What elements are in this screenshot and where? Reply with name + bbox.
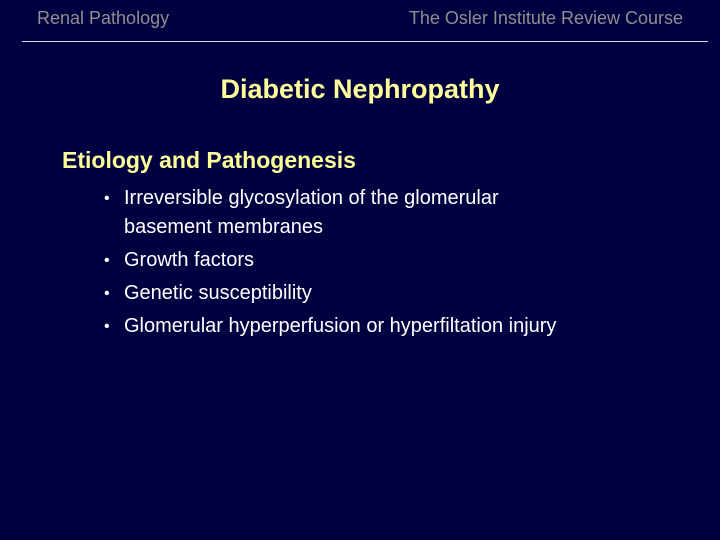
bullet-item [100,244,680,277]
bullet-item [100,277,680,310]
header-right-label: The Osler Institute Review Course [408,8,683,28]
bullet-text: Growth factors [124,249,255,271]
slide-title: Diabetic Nephropathy [220,74,500,104]
bullet-icon: • [104,318,110,335]
bullet-text-line1: Irreversible glycosylation of the glomerular [124,187,499,209]
bullet-icon: • [104,285,110,302]
bullet-icon: • [104,190,110,207]
header-left-label: Renal Pathology [37,8,170,28]
bullet-item [100,310,680,343]
bullet-item [100,182,680,244]
bullet-text: Glomerular hyperperfusion or hyperfiltation injury [124,315,557,337]
bullet-text: Genetic susceptibility [124,282,312,304]
bullet-text-line2: basement membranes [124,216,323,238]
bullet-list [100,182,680,343]
section-heading: Etiology and Pathogenesis [62,147,356,173]
bullet-icon: • [104,252,110,269]
header-divider [22,41,708,42]
